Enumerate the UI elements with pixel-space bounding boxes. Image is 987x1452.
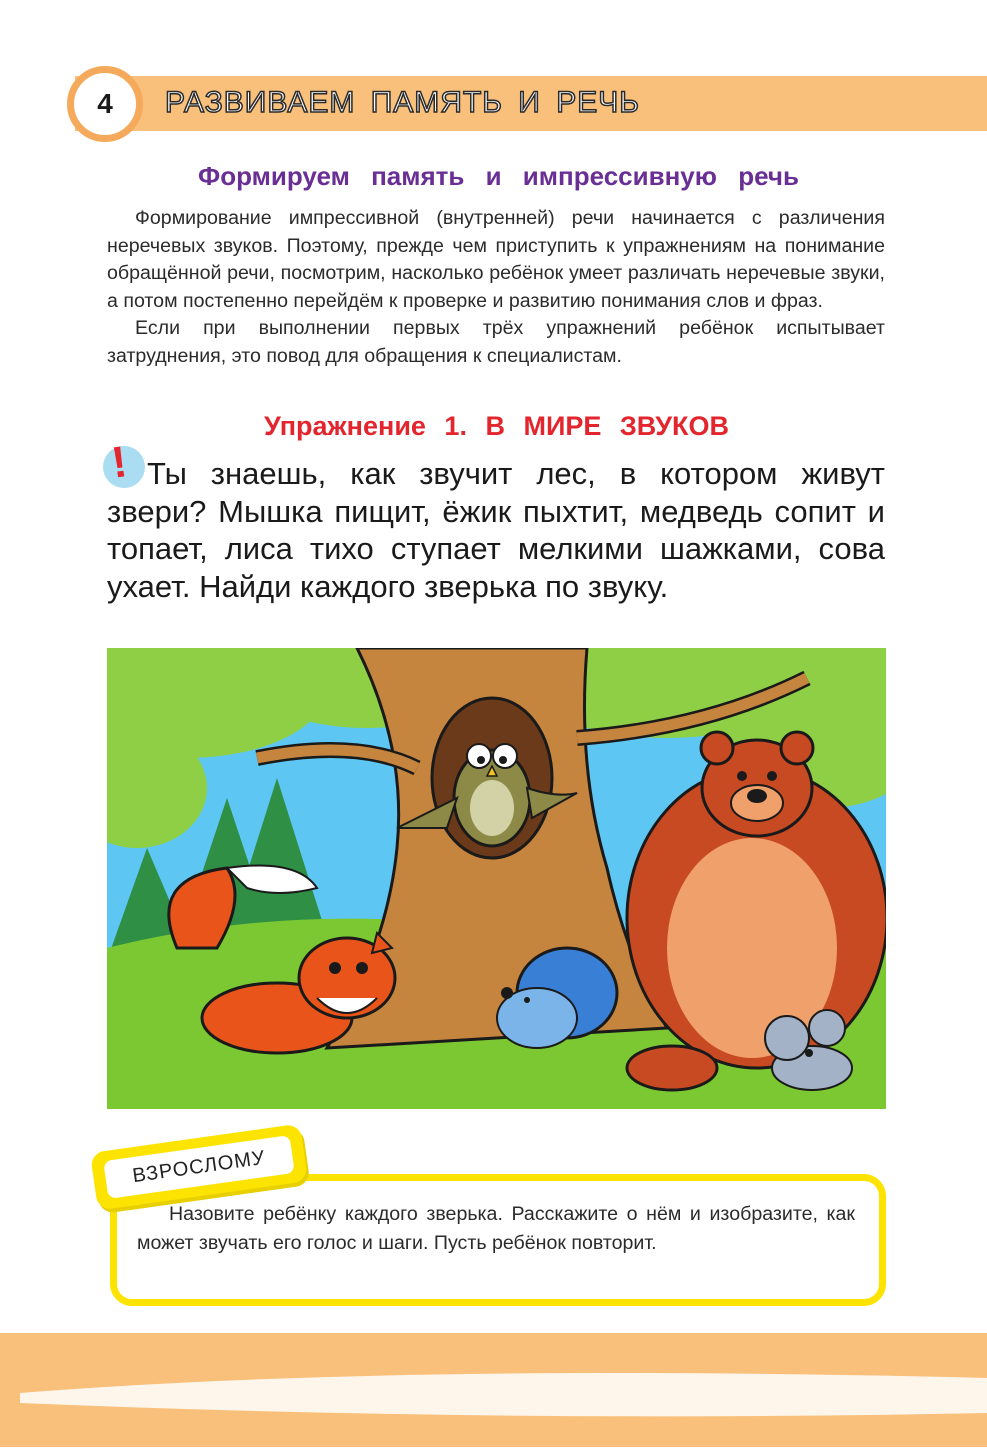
subtitle: Формируем память и импрессивную речь [198, 161, 799, 191]
section-title: РАЗВИВАЕМ ПАМЯТЬ И РЕЧЬ [165, 86, 640, 119]
footer-band [0, 1333, 987, 1447]
adult-note-text: Назовите ребёнку каждого зверька. Расскажите о нём и изобразите, как может звучать его голос и шаги. Пусть ребёнок повторит. [137, 1203, 855, 1254]
intro-paragraph-2: Если при выполнении первых трёх упражнений ребёнок испытывает затруднения, это повод для обращения к специалистам. [107, 317, 885, 367]
intro-paragraph-1: Формирование импрессивной (внутренней) речи начинается с различения неречевых звуков. Поэтому, прежде чем приступить к упражнениям на понимание обращённой речи, посмотрим, насколько ребёнок умеет различать неречевые звуки, а потом постепенно перейдём к проверке и развитию понимания слов и фраз. [107, 207, 885, 312]
exercise-task: Ты знаешь, как звучит лес, в котором живут звери? Мышка пищит, ёжик пыхтит, медведь сопит и топает, лиса тихо ступает мелкими шажками, сова ухает. Найди каждого зверька по звуку. [107, 456, 885, 604]
adult-note-tag-label: ВЗРОСЛОМУ [131, 1146, 267, 1187]
exercise-title: Упражнение 1. В МИРЕ ЗВУКОВ [263, 411, 730, 441]
intro-text [107, 205, 885, 371]
exclamation-mark: ! [108, 437, 130, 488]
page-number: 4 [97, 88, 113, 119]
forest-animals-illustration [107, 648, 886, 1109]
page-number-badge [67, 66, 143, 142]
